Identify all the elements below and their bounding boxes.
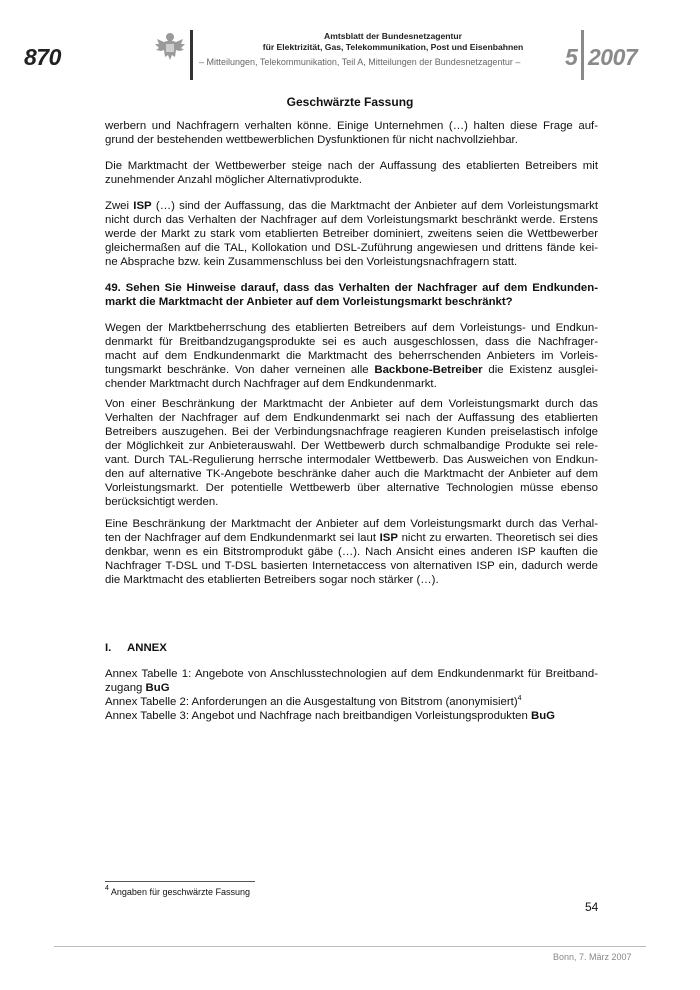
text-line: Nachfrager T-DSL und T-DSL basierten Internetaccess von alternativen ISP ein, dadurch werde [105,560,598,572]
text-line: Eine Beschränkung der Marktmacht der Anbieter auf dem Vorleistungsmarkt durch das Verhal- [105,518,598,530]
text-line: ten der Nachfrager auf dem Endkundenmarkt sei laut ISP nicht zu erwarten. Theoretisch sei dies [105,532,598,544]
federal-eagle-icon [153,30,187,64]
bold-term: ISP [379,532,398,544]
text-line: berücksichtigt werden. [105,496,219,508]
paragraph [105,397,598,509]
journal-title-line1: Amtsblatt der Bundesnetzagentur [324,31,462,41]
text-line: den auf alternative TK-Angebote beschränke daher auch die Marktmacht der Anbieter auf dem [105,468,598,480]
annex-list [105,667,598,723]
annex-item-2: Annex Tabelle 2: Anforderungen an die Ausgestaltung von Bitstrom (anonymisiert)$^4$ [105,695,522,708]
page-number-bottom: 54 [585,900,599,914]
footnote [105,887,250,897]
bold-term: ISP [133,200,152,212]
annex-item-1: Annex Tabelle 1: Angebote von Anschlusstechnologien auf dem Endkundenmarkt für Breitband- [105,668,598,680]
text-line: macht auf dem Endkundenmarkt die Marktmacht des beherrschenden Anbieters im Vorleis- [105,350,598,362]
paragraph [105,159,598,187]
paragraph [105,321,598,391]
text-line: zunehmender Anzahl möglicher Alternativprodukte. [105,174,363,186]
page-number: 870 [24,44,61,70]
issue-number: 5 [565,44,578,70]
text-line: der Möglichkeit zur Anbieterauswahl. Der Wettbewerb durch schmalbandige Produkte sei rele- [105,440,598,452]
bold-term: Backbone-Betreiber [374,364,483,376]
annex-item-3: Annex Tabelle 3: Angebot und Nachfrage nach breitbandigen Vorleistungsprodukten BuG [105,710,556,722]
text-line: gleichermaßen auf die TAL, Kollokation und DSL-Zuführung angewiesen und drittens fände kei- [105,242,598,254]
text-line: vant. Durch TAL-Regulierung herrsche intermodaler Wettbewerb. Das Ausweichen von Endkun- [105,454,598,466]
question-heading [105,281,598,309]
text-line: Wegen der Marktbeherrschung des etablierten Betreibers auf dem Vorleistungs- und Endkun- [105,322,598,334]
text-line: die Marktmacht des etablierten Betreibers sogar noch stärker (…). [105,574,439,586]
journal-title-line2: für Elektrizität, Gas, Telekommunikation, Post und Eisenbahnen [262,42,524,52]
text-line: Zwei ISP (…) sind der Auffassung, das die Marktmacht der Anbieter auf dem Vorleistungsmarkt [105,200,598,212]
text-line: markt die Marktmacht der Anbieter auf dem Vorleistungsmarkt beschränkt? [105,296,513,308]
text-line: nicht durch das Verhalten der Nachfrager auf dem Vorleistungsmarkt beschränkt werde. Erstens [105,214,598,226]
text-line: werde der Markt zu stark vom etablierten Betreiber dominiert, zweitens seien die Wettbewerber [105,228,598,240]
footnote-marker: 4 [517,695,522,702]
paragraph [105,119,598,147]
text-line: denmarkt für Breitbandzugangsprodukte sei es auch ausgeschlossen, dass die Nachfrager- [105,336,598,348]
paragraph [105,517,598,587]
issue-divider [581,30,584,80]
header-divider [190,30,193,80]
footnote-divider [105,881,255,882]
text-line: chender Marktmacht durch Nachfrager auf dem Endkundenmarkt. [105,378,437,390]
bold-term: BuG [530,710,556,722]
text-line: Von einer Beschränkung der Marktmacht der Anbieter auf dem Vorleistungsmarkt durch das [105,398,598,410]
text-line: tungsmarkt beschränke. Von daher verneinen alle Backbone-Betreiber die Existenz ausglei- [105,364,598,376]
bold-term: BuG [145,682,170,694]
annex-title: ANNEX [127,642,167,654]
footer-date: Bonn, 7. März 2007 [553,952,632,962]
text-line: 49. Sehen Sie Hinweise darauf, dass das Verhalten der Nachfrager auf dem Endkunden- [105,282,598,294]
journal-subtitle: – Mitteilungen, Telekommunikation, Teil A, Mitteilungen der Bundesnetzagentur – [199,57,521,67]
issue-year: 2007 [588,44,638,70]
text-line: grund der bestehenden wettbewerblichen Dysfunktionen für nicht nachvollziehbar. [105,134,518,146]
text-line: ne Absprache bzw. kein Zusammenschluss bei den Vorleistungsnachfragern statt. [105,256,518,268]
text-line: Die Marktmacht der Wettbewerber steige nach der Auffassung des etablierten Betreibers mit [105,160,598,172]
annex-number: I. [105,642,112,654]
text-line: Verhalten der Nachfrager auf dem Endkundenmarkt sei nach der Auffassung des etablierten [105,412,598,424]
footer-divider [54,946,646,947]
annex-heading [105,642,167,654]
annex-item-1-cont: zugang BuG [105,682,170,694]
paragraph [105,199,598,269]
text-line: denkbar, wenn es ein Bitstromprodukt gäbe (…). Nach Ansicht eines anderen ISP kauften die [105,546,598,558]
footnote-text: Angaben für geschwärzte Fassung [108,887,250,897]
section-title: Geschwärzte Fassung [286,95,414,109]
text-line: Betreibers auszugehen. Bei der Verbindungsnachfrage reagieren Kunden preiselastisch infolge [105,426,598,438]
text-line: werbern und Nachfragern verhalten könne. Einige Unternehmen (…) halten diese Frage auf- [105,120,598,132]
footnote-number: 4 [105,885,109,892]
text-line: Vorleistungsmarkt. Der potentielle Wettbewerb über alternative Technologien müsse ebenso [105,482,598,494]
